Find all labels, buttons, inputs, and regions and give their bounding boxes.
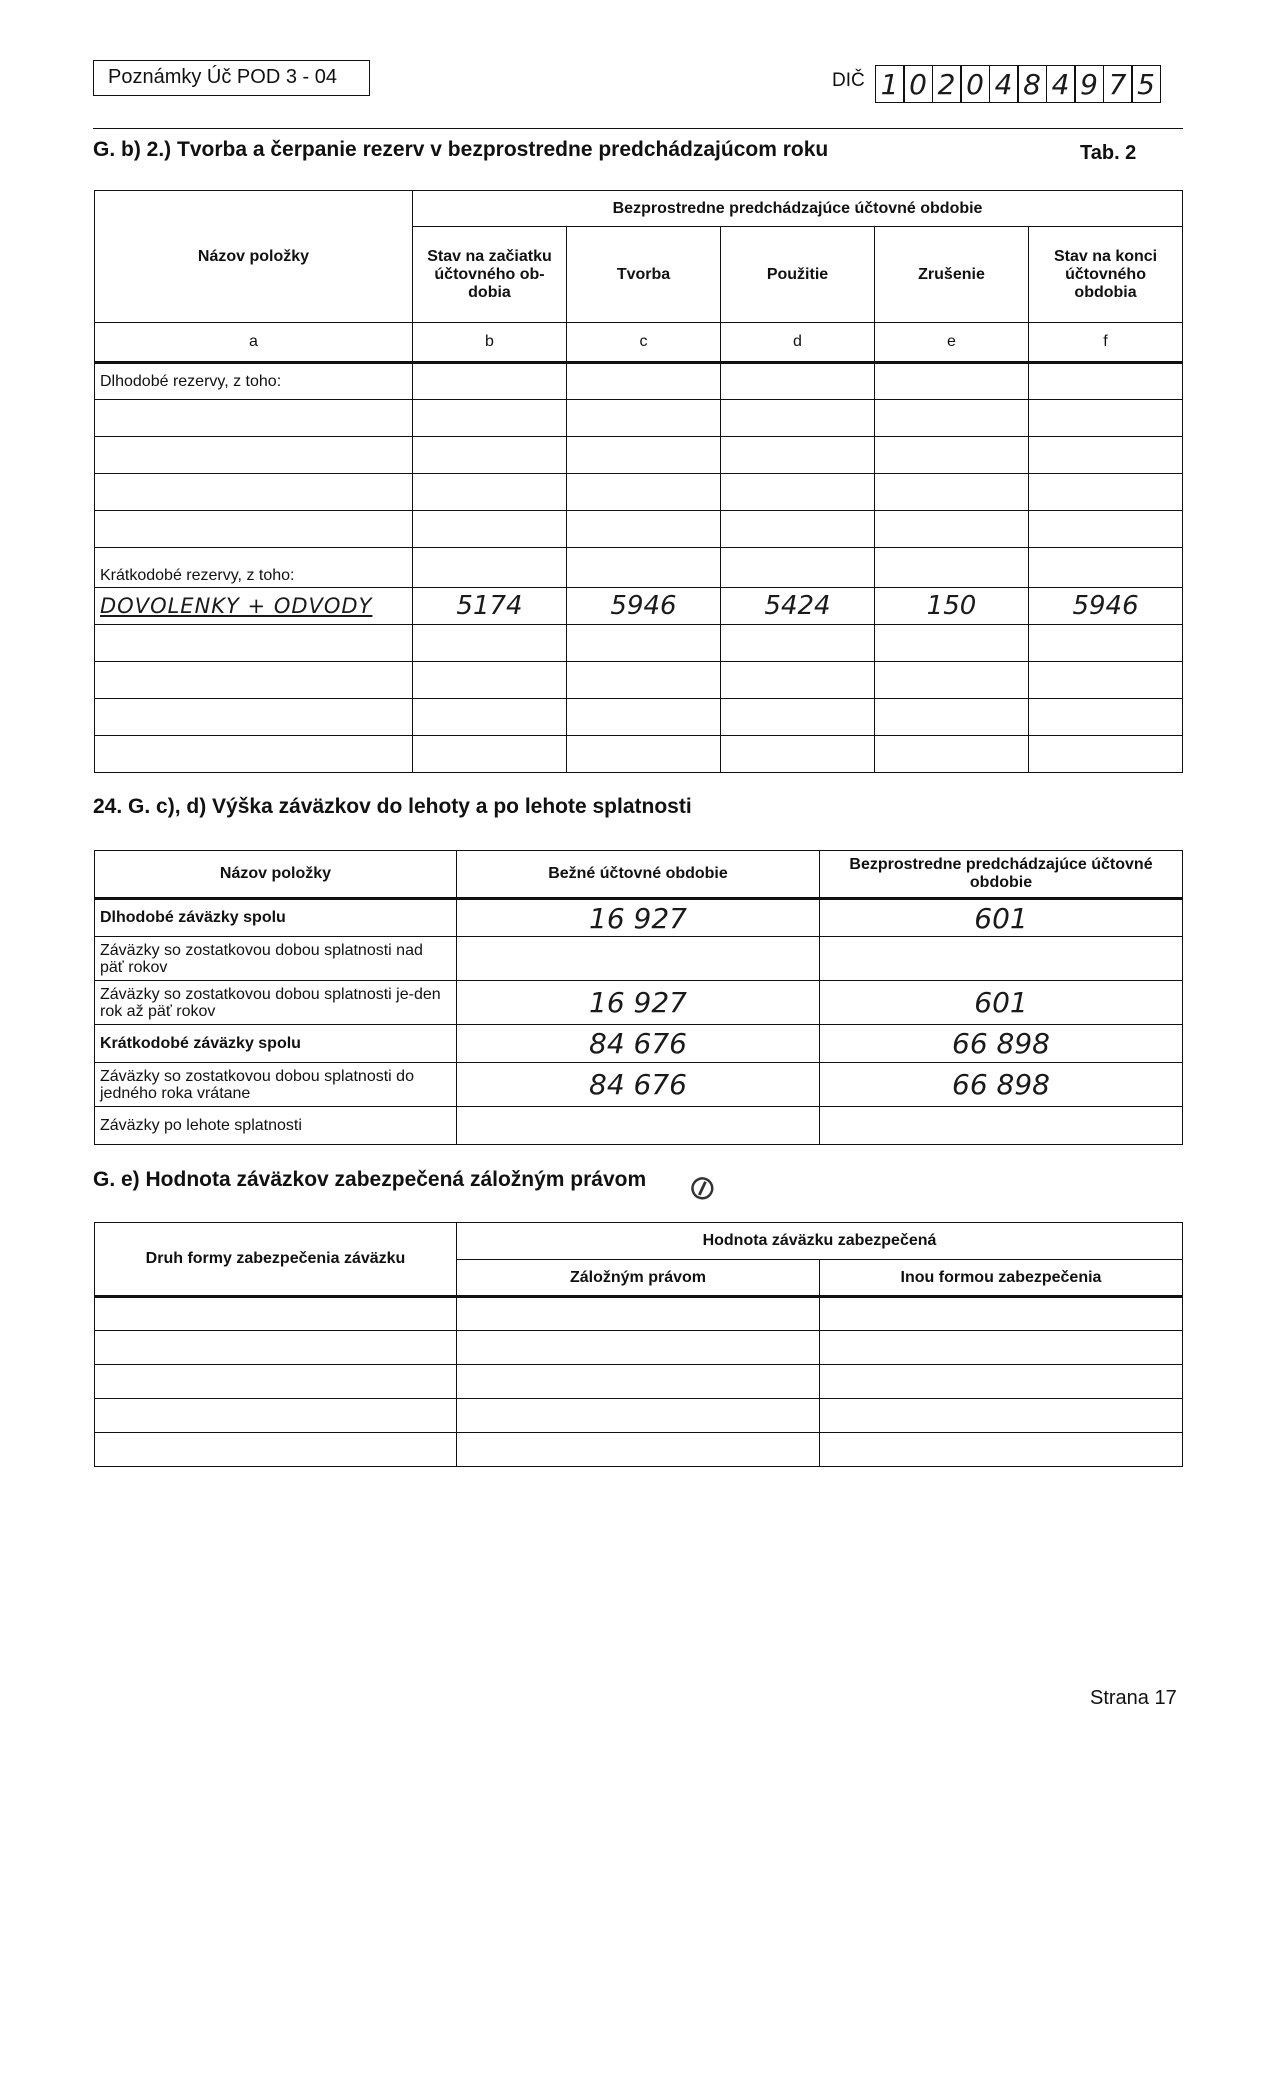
section-title-secured-liabilities: G. e) Hodnota záväzkov zabezpečená záložným právom xyxy=(93,1168,647,1191)
dic-digit: 8 xyxy=(1017,65,1047,103)
row-label: Záväzky so zostatkovou dobou splatnosti nad päť rokov xyxy=(95,937,457,981)
handwritten-value: 16 927 xyxy=(457,981,820,1025)
dic-digit: 7 xyxy=(1103,65,1133,103)
liabilities-table xyxy=(94,850,1183,1145)
row-label: Záväzky po lehote splatnosti xyxy=(95,1107,457,1145)
handwritten-value: 84 676 xyxy=(457,1063,820,1107)
handwritten-value: 66 898 xyxy=(820,1025,1183,1063)
page-number: Strana 17 xyxy=(1090,1687,1177,1709)
handwritten-value: 601 xyxy=(820,981,1183,1025)
col-letter: b xyxy=(413,323,567,363)
col-header-name: Názov položky xyxy=(95,191,413,323)
dic-digit: 4 xyxy=(1046,65,1076,103)
handwritten-value: 84 676 xyxy=(457,1025,820,1063)
col-header-kind: Druh formy zabezpečenia záväzku xyxy=(95,1223,457,1297)
col-header-start: Stav na začiatku účtovného ob-dobia xyxy=(413,227,567,323)
handwritten-value: 150 xyxy=(875,588,1029,625)
col-header-end: Stav na konci účtovného obdobia xyxy=(1029,227,1183,323)
row-long-term-reserves: Dlhodobé rezervy, z toho: xyxy=(95,363,413,400)
row-label: Dlhodobé záväzky spolu xyxy=(95,899,457,937)
col-letter: e xyxy=(875,323,1029,363)
col-header-other: Inou formou zabezpečenia xyxy=(820,1260,1183,1297)
tab-label: Tab. 2 xyxy=(1080,142,1137,164)
col-group-header: Hodnota záväzku zabezpečená xyxy=(457,1223,1183,1260)
row-label: Záväzky so zostatkovou dobou splatnosti do jedného roka vrátane xyxy=(95,1063,457,1107)
col-header-cancellation: Zrušenie xyxy=(875,227,1029,323)
dic-boxes xyxy=(876,65,1161,103)
handwritten-value: 5946 xyxy=(567,588,721,625)
row-label: Záväzky so zostatkovou dobou splatnosti je-den rok až päť rokov xyxy=(95,981,457,1025)
col-header-previous-period: Bezprostredne predchádzajúce účtovné obdobie xyxy=(820,851,1183,899)
dic-digit: 4 xyxy=(989,65,1019,103)
secured-liabilities-table xyxy=(94,1222,1183,1467)
col-header-usage: Použitie xyxy=(721,227,875,323)
col-header-creation: Tvorba xyxy=(567,227,721,323)
header-divider xyxy=(93,128,1183,129)
row-short-term-reserves: Krátkodobé rezervy, z toho: xyxy=(95,548,413,588)
dic-digit: 0 xyxy=(903,65,933,103)
handwritten-mark: ⊘ xyxy=(682,1165,723,1211)
reserves-table xyxy=(94,190,1183,773)
section-title-liabilities: 24. G. c), d) Výška záväzkov do lehoty a po lehote splatnosti xyxy=(93,795,692,818)
dic-digit: 9 xyxy=(1074,65,1104,103)
col-letter: d xyxy=(721,323,875,363)
section-title-reserves: G. b) 2.) Tvorba a čerpanie rezerv v bezprostredne predchádzajúcom roku xyxy=(93,138,829,161)
handwritten-item-name: DOVOLENKY + ODVODY xyxy=(95,588,413,625)
handwritten-value: 5174 xyxy=(413,588,567,625)
dic-digit: 2 xyxy=(932,65,962,103)
col-letter: f xyxy=(1029,323,1183,363)
dic-digit: 0 xyxy=(960,65,990,103)
col-group-header: Bezprostredne predchádzajúce účtovné obdobie xyxy=(413,191,1183,227)
handwritten-value: 16 927 xyxy=(457,899,820,937)
handwritten-value: 601 xyxy=(820,899,1183,937)
col-header-current-period: Bežné účtovné obdobie xyxy=(457,851,820,899)
col-letter: a xyxy=(95,323,413,363)
handwritten-value: 5424 xyxy=(721,588,875,625)
handwritten-value: 66 898 xyxy=(820,1063,1183,1107)
col-letter: c xyxy=(567,323,721,363)
handwritten-value: 5946 xyxy=(1029,588,1183,625)
form-id-box: Poznámky Úč POD 3 - 04 xyxy=(93,60,370,96)
col-header-name: Názov položky xyxy=(95,851,457,899)
dic-digit: 1 xyxy=(875,65,905,103)
col-header-pledge: Záložným právom xyxy=(457,1260,820,1297)
dic-label: DIČ xyxy=(832,70,865,91)
dic-digit: 5 xyxy=(1131,65,1161,103)
row-label: Krátkodobé záväzky spolu xyxy=(95,1025,457,1063)
